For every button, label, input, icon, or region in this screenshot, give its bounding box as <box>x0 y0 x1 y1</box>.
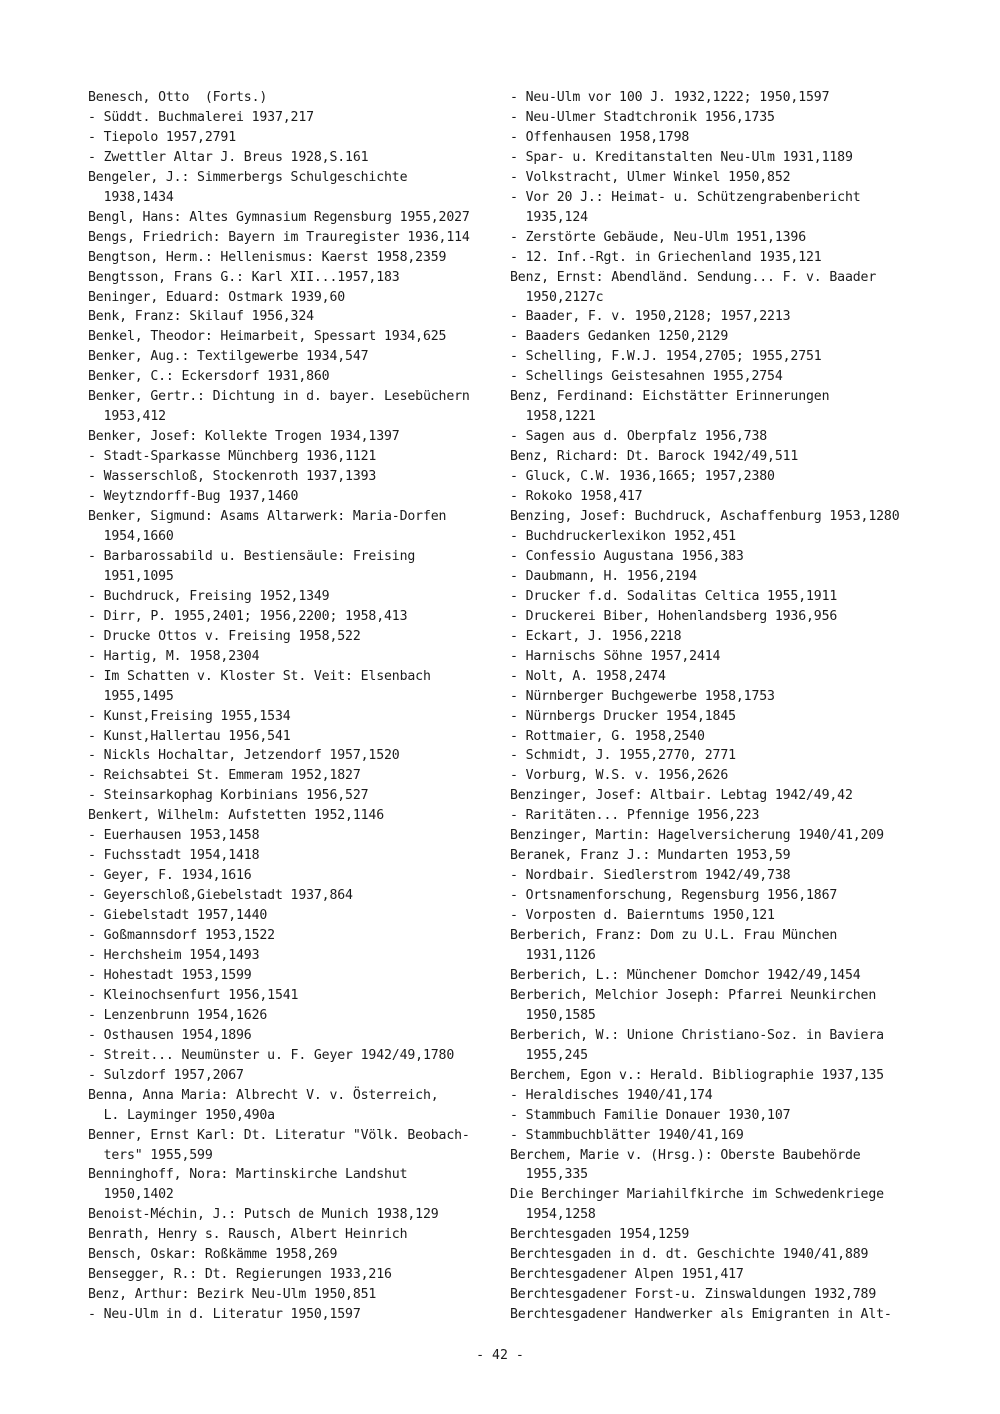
right-index-line: - Harnischs Söhne 1957,2414 <box>510 648 721 664</box>
left-index-line: - Drucke Ottos v. Freising 1958,522 <box>88 628 361 644</box>
right-index-line: Benzinger, Martin: Hagelversicherung 1940/41,209 <box>510 828 884 844</box>
left-index-line: 1950,1402 <box>88 1187 174 1203</box>
right-index-line: Beranek, Franz J.: Mundarten 1953,59 <box>510 848 791 864</box>
right-index-line: - Zerstörte Gebäude, Neu-Ulm 1951,1396 <box>510 229 807 245</box>
left-index-line: Benesch, Otto (Forts.) <box>88 90 268 105</box>
left-index-line: - Fuchsstadt 1954,1418 <box>88 848 260 864</box>
left-index-line: - Herchsheim 1954,1493 <box>88 947 260 963</box>
right-index-line: - Rokoko 1958,417 <box>510 489 643 505</box>
left-index-line: 1955,1495 <box>88 688 174 704</box>
right-index-line: - Nürnbergs Drucker 1954,1845 <box>510 708 736 724</box>
left-index-line: 1938,1434 <box>88 189 174 205</box>
right-index-line: - Schmidt, J. 1955,2770, 2771 <box>510 748 736 764</box>
left-index-line: Bengs, Friedrich: Bayern im Trauregister 1936,114 <box>88 229 470 245</box>
left-index-line: - Tiepolo 1957,2791 <box>88 129 237 145</box>
left-index-line: - Reichsabtei St. Emmeram 1952,1827 <box>88 768 361 784</box>
left-index-line: - Neu-Ulm in d. Literatur 1950,1597 <box>88 1307 361 1323</box>
left-index-line: 1951,1095 <box>88 568 174 584</box>
right-index-line: Benzing, Josef: Buchdruck, Aschaffenburg 1953,1280 <box>510 509 900 525</box>
right-index-line: - Confessio Augustana 1956,383 <box>510 548 744 564</box>
left-index-line: - Euerhausen 1953,1458 <box>88 828 260 844</box>
left-index-line: Benz, Arthur: Bezirk Neu-Ulm 1950,851 <box>88 1287 377 1303</box>
right-index-line: Berchem, Marie v. (Hrsg.): Oberste Baubehörde <box>510 1147 861 1163</box>
right-index-line: - Heraldisches 1940/41,174 <box>510 1087 713 1103</box>
right-index-line: - Vor 20 J.: Heimat- u. Schützengrabenbericht <box>510 189 861 205</box>
left-index-line: Benker, Gertr.: Dichtung in d. bayer. Lesebüchern <box>88 389 470 405</box>
left-index-line: Benner, Ernst Karl: Dt. Literatur "Völk. Beobach- <box>88 1127 470 1143</box>
left-index-line: - Im Schatten v. Kloster St. Veit: Elsenbach <box>88 668 431 684</box>
right-index-line: - Gluck, C.W. 1936,1665; 1957,2380 <box>510 469 775 485</box>
right-index-line: Berchtesgaden 1954,1259 <box>510 1227 690 1243</box>
left-index-line: ters" 1955,599 <box>88 1147 213 1163</box>
left-index-line: Bengeler, J.: Simmerbergs Schulgeschichte <box>88 169 408 185</box>
left-index-line: - Wasserschloß, Stockenroth 1937,1393 <box>88 469 377 485</box>
right-index-line: - Raritäten... Pfennige 1956,223 <box>510 808 760 824</box>
right-index-line: - Vorburg, W.S. v. 1956,2626 <box>510 768 729 784</box>
right-index-line: - Sagen aus d. Oberpfalz 1956,738 <box>510 429 768 445</box>
right-index-line: Die Berchinger Mariahilfkirche im Schwedenkriege <box>510 1187 884 1203</box>
left-index-line: - Kleinochsenfurt 1956,1541 <box>88 987 299 1003</box>
left-index-line: Bengtson, Herm.: Hellenismus: Kaerst 1958,2359 <box>88 249 447 265</box>
left-index-line: Beninger, Eduard: Ostmark 1939,60 <box>88 289 346 305</box>
left-index-line: - Nickls Hochaltar, Jetzendorf 1957,1520 <box>88 748 400 764</box>
left-index-line: - Geyerschloß,Giebelstadt 1937,864 <box>88 888 353 904</box>
left-index-line: - Zwettler Altar J. Breus 1928,S.161 <box>88 149 369 165</box>
right-index-line: 1931,1126 <box>510 947 596 963</box>
right-index-line: 1950,2127c <box>510 289 604 305</box>
left-index-line: Benker, Sigmund: Asams Altarwerk: Maria-Dorfen <box>88 509 447 525</box>
right-index-line: - Nordbair. Siedlerstrom 1942/49,738 <box>510 868 791 884</box>
left-index-line: - Stadt-Sparkasse Münchberg 1936,1121 <box>88 449 377 465</box>
left-index-line: Benoist-Méchin, J.: Putsch de Munich 1938,129 <box>88 1207 439 1223</box>
right-index-line: Berberich, L.: Münchener Domchor 1942/49,1454 <box>510 967 861 983</box>
right-index-line: Berchem, Egon v.: Herald. Bibliographie 1937,135 <box>510 1067 884 1083</box>
right-index-line: - Daubmann, H. 1956,2194 <box>510 568 697 584</box>
right-index-line: - Stammbuch Familie Donauer 1930,107 <box>510 1107 791 1123</box>
right-index-line: Benz, Ferdinand: Eichstätter Erinnerungen <box>510 389 830 405</box>
right-index-line: - Offenhausen 1958,1798 <box>510 129 690 145</box>
right-index-line: - Druckerei Biber, Hohenlandsberg 1936,956 <box>510 608 838 624</box>
right-index-line: - Drucker f.d. Sodalitas Celtica 1955,1911 <box>510 588 838 604</box>
right-index-line: 1955,245 <box>510 1047 588 1063</box>
left-index-line: - Sulzdorf 1957,2067 <box>88 1067 244 1083</box>
right-index-line: Benz, Ernst: Abendländ. Sendung... F. v. Baader <box>510 269 877 285</box>
right-index-line: 1950,1585 <box>510 1007 596 1023</box>
left-index-line: - Kunst,Freising 1955,1534 <box>88 708 291 724</box>
left-index-line: 1953,412 <box>88 409 166 425</box>
right-index-line: Berberich, Melchior Joseph: Pfarrei Neunkirchen <box>510 987 877 1003</box>
right-index-line: - 12. Inf.-Rgt. in Griechenland 1935,121 <box>510 249 822 265</box>
right-index-line: Berchtesgadener Alpen 1951,417 <box>510 1267 744 1283</box>
left-index-line: - Kunst,Hallertau 1956,541 <box>88 728 291 744</box>
right-index-line: Berchtesgaden in d. dt. Geschichte 1940/41,889 <box>510 1247 869 1263</box>
right-index-line: - Eckart, J. 1956,2218 <box>510 628 682 644</box>
right-index-line: - Schellings Geistesahnen 1955,2754 <box>510 369 783 385</box>
right-index-line: - Nolt, A. 1958,2474 <box>510 668 666 684</box>
left-index-line: Benk, Franz: Skilauf 1956,324 <box>88 309 314 325</box>
right-index-line: - Baaders Gedanken 1250,2129 <box>510 329 729 345</box>
left-index-line: Benker, Josef: Kollekte Trogen 1934,1397 <box>88 429 400 445</box>
left-index-line: Benna, Anna Maria: Albrecht V. v. Österreich, <box>88 1087 439 1103</box>
right-index-line: Berberich, Franz: Dom zu U.L. Frau München <box>510 928 838 944</box>
right-index-line: - Nürnberger Buchgewerbe 1958,1753 <box>510 688 775 704</box>
right-index-line: - Neu-Ulmer Stadtchronik 1956,1735 <box>510 109 775 125</box>
left-index-line: - Süddt. Buchmalerei 1937,217 <box>88 109 314 125</box>
right-index-line: - Spar- u. Kreditanstalten Neu-Ulm 1931,1189 <box>510 149 853 165</box>
left-index-line: - Hartig, M. 1958,2304 <box>88 648 260 664</box>
left-index-line: Benninghoff, Nora: Martinskirche Landshut <box>88 1167 408 1183</box>
left-index-line: Benkel, Theodor: Heimarbeit, Spessart 1934,625 <box>88 329 447 345</box>
left-index-line: - Giebelstadt 1957,1440 <box>88 908 268 924</box>
left-index-line: Bensch, Oskar: Roßkämme 1958,269 <box>88 1247 338 1263</box>
right-index-line: - Volkstracht, Ulmer Winkel 1950,852 <box>510 169 791 185</box>
right-column <box>510 88 930 1325</box>
right-index-line: - Rottmaier, G. 1958,2540 <box>510 728 705 744</box>
left-index-line: Bengtsson, Frans G.: Karl XII...1957,183 <box>88 269 400 285</box>
right-index-line: 1955,335 <box>510 1167 588 1183</box>
left-index-line: - Barbarossabild u. Bestiensäule: Freising <box>88 548 416 564</box>
right-index-line: - Buchdruckerlexikon 1952,451 <box>510 528 736 544</box>
left-index-line: Benkert, Wilhelm: Aufstetten 1952,1146 <box>88 808 385 824</box>
left-index-line: - Osthausen 1954,1896 <box>88 1027 252 1043</box>
right-index-line: 1935,124 <box>510 209 588 225</box>
right-index-line: - Ortsnamenforschung, Regensburg 1956,1867 <box>510 888 838 904</box>
left-index-line: - Goßmannsdorf 1953,1522 <box>88 928 275 944</box>
right-index-line: Benz, Richard: Dt. Barock 1942/49,511 <box>510 449 799 465</box>
left-index-line: - Weytzndorff-Bug 1937,1460 <box>88 489 299 505</box>
left-index-line: 1954,1660 <box>88 528 174 544</box>
right-index-line: - Stammbuchblätter 1940/41,169 <box>510 1127 744 1143</box>
left-index-line: - Geyer, F. 1934,1616 <box>88 868 252 884</box>
left-column <box>88 88 498 1325</box>
left-index-line: L. Layminger 1950,490a <box>88 1107 275 1123</box>
right-index-line: 1958,1221 <box>510 409 596 425</box>
left-index-line: Benrath, Henry s. Rausch, Albert Heinrich <box>88 1227 408 1243</box>
left-index-line: - Streit... Neumünster u. F. Geyer 1942/49,1780 <box>88 1047 455 1063</box>
right-index-line: 1954,1258 <box>510 1207 596 1223</box>
left-index-line: - Hohestadt 1953,1599 <box>88 967 252 983</box>
left-index-line: - Dirr, P. 1955,2401; 1956,2200; 1958,413 <box>88 608 408 624</box>
right-index-line: - Baader, F. v. 1950,2128; 1957,2213 <box>510 309 791 325</box>
left-index-line: - Lenzenbrunn 1954,1626 <box>88 1007 268 1023</box>
right-index-line: - Schelling, F.W.J. 1954,2705; 1955,2751 <box>510 349 822 365</box>
right-index-line: - Vorposten d. Baierntums 1950,121 <box>510 908 775 924</box>
left-index-line: Bengl, Hans: Altes Gymnasium Regensburg 1955,2027 <box>88 209 470 225</box>
left-index-line: Benker, Aug.: Textilgewerbe 1934,547 <box>88 349 369 365</box>
right-index-line: Berberich, W.: Unione Christiano-Soz. in Baviera <box>510 1027 884 1043</box>
left-index-line: - Buchdruck, Freising 1952,1349 <box>88 588 330 604</box>
left-index-line: Benker, C.: Eckersdorf 1931,860 <box>88 369 330 385</box>
right-index-line: - Neu-Ulm vor 100 J. 1932,1222; 1950,1597 <box>510 90 830 105</box>
left-index-line: Bensegger, R.: Dt. Regierungen 1933,216 <box>88 1267 392 1283</box>
left-index-line: - Steinsarkophag Korbinians 1956,527 <box>88 788 369 804</box>
right-index-line: Berchtesgadener Handwerker als Emigranten in Alt- <box>510 1307 892 1323</box>
right-index-line: Benzinger, Josef: Altbair. Lebtag 1942/49,42 <box>510 788 853 804</box>
right-index-line: Berchtesgadener Forst-u. Zinswaldungen 1932,789 <box>510 1287 877 1303</box>
page-number: - 42 - <box>476 1348 524 1363</box>
